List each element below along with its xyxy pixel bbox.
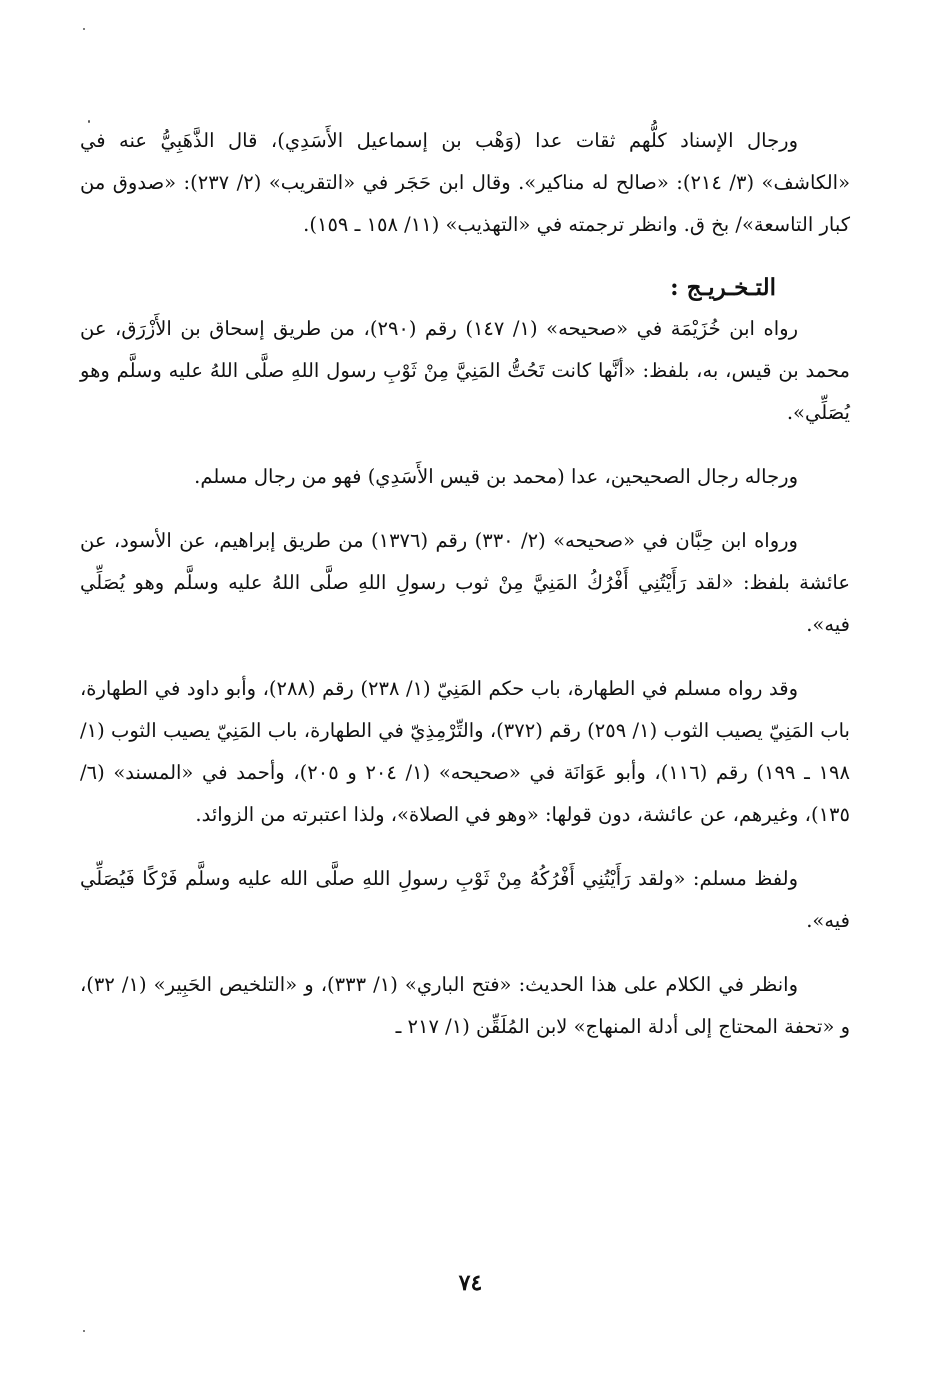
paragraph-ibn-hibban: ورواه ابن حِبَّان في «صحيحه» (٢/ ٣٣٠) رقم (١٣٧٦) من طريق إبراهيم، عن الأسود، عن عائشة بلفظ: «لقد رَأَيْتُنِي أَفْرُكُ المَنِيَّ مِنْ ثوب رسولِ اللهِ صلَّى اللهُ عليه وسلَّم وهو يُصَلِّي فيه». bbox=[80, 529, 850, 636]
paragraph-narrators: ورجاله رجال الصحيحين، عدا (محمد بن قيس الأَسَدِي) فهو من رجال مسلم. bbox=[194, 465, 798, 488]
paragraph-see-also: وانظر في الكلام على هذا الحديث: «فتح الباري» (١/ ٣٣٣)، و «التلخيص الحَبِير» (١/ ٣٢)، و «تحفة المحتاج إلى أدلة المنهاج» لابن المُلَقِّن (١/ ٢١٧ ـ bbox=[80, 973, 850, 1038]
paragraph-ibn-khuzaymah: رواه ابن خُزَيْمَة في «صحيحه» (١/ ١٤٧) رقم (٢٩٠)، من طريق إسحاق بن الأَزْرَق، عن محمد بن قيس، به، بلفظ: «أنَّها كانت تَحُتُّ المَنِيَّ مِنْ ثَوْبِ رسول اللهِ صلَّى اللهُ عليه وسلَّم وهو يُصَلِّي». bbox=[80, 317, 850, 424]
page-body bbox=[80, 120, 850, 1048]
scan-speck bbox=[88, 120, 90, 123]
page-number: ٧٤ bbox=[458, 1270, 483, 1296]
paragraph-muslim-wording: ولفظ مسلم: «ولقد رَأَيْتُنِي أَفْرُكُهُ مِنْ ثَوْبِ رسولِ اللهِ صلَّى الله عليه وسلَّم فَرْكًا فَيُصَلِّي فيه». bbox=[80, 867, 850, 932]
scan-speck bbox=[83, 1330, 85, 1332]
paragraph-muslim-sources: وقد رواه مسلم في الطهارة، باب حكم المَنِيّ (١/ ٢٣٨) رقم (٢٨٨)، وأبو داود في الطهارة، باب المَنِيّ يصيب الثوب (١/ ٢٥٩) رقم (٣٧٢)، والتِّرْمِذِيّ في الطهارة، باب المَنِيّ يصيب الثوب (١/ ١٩٨ ـ ١٩٩) رقم (١١٦)، وأبو عَوَانَة في «صحيحه» (١/ ٢٠٤ و ٢٠٥)، وأحمد في «المسند» (٦/ ١٣٥)، وغيرهم، عن عائشة، دون قولها: «وهو في الصلاة»، ولذا اعتبرته من الزوائد. bbox=[80, 677, 850, 826]
section-heading-takhrij: التـخـريـج : bbox=[670, 274, 776, 301]
paragraph-isnad-men: ورجال الإسناد كلُّهم ثقات عدا (وَهْب بن إسماعيل الأَسَدِي)، قال الذَّهَبِيُّ عنه في «الكاشف» (٣/ ٢١٤): «صالح له مناكير». وقال ابن حَجَر في «التقريب» (٢/ ٢٣٧): «صدوق من كبار التاسعة»/ بخ ق. وانظر ترجمته في «التهذيب» (١١/ ١٥٨ ـ ١٥٩). bbox=[80, 129, 850, 236]
scan-speck bbox=[83, 28, 85, 30]
